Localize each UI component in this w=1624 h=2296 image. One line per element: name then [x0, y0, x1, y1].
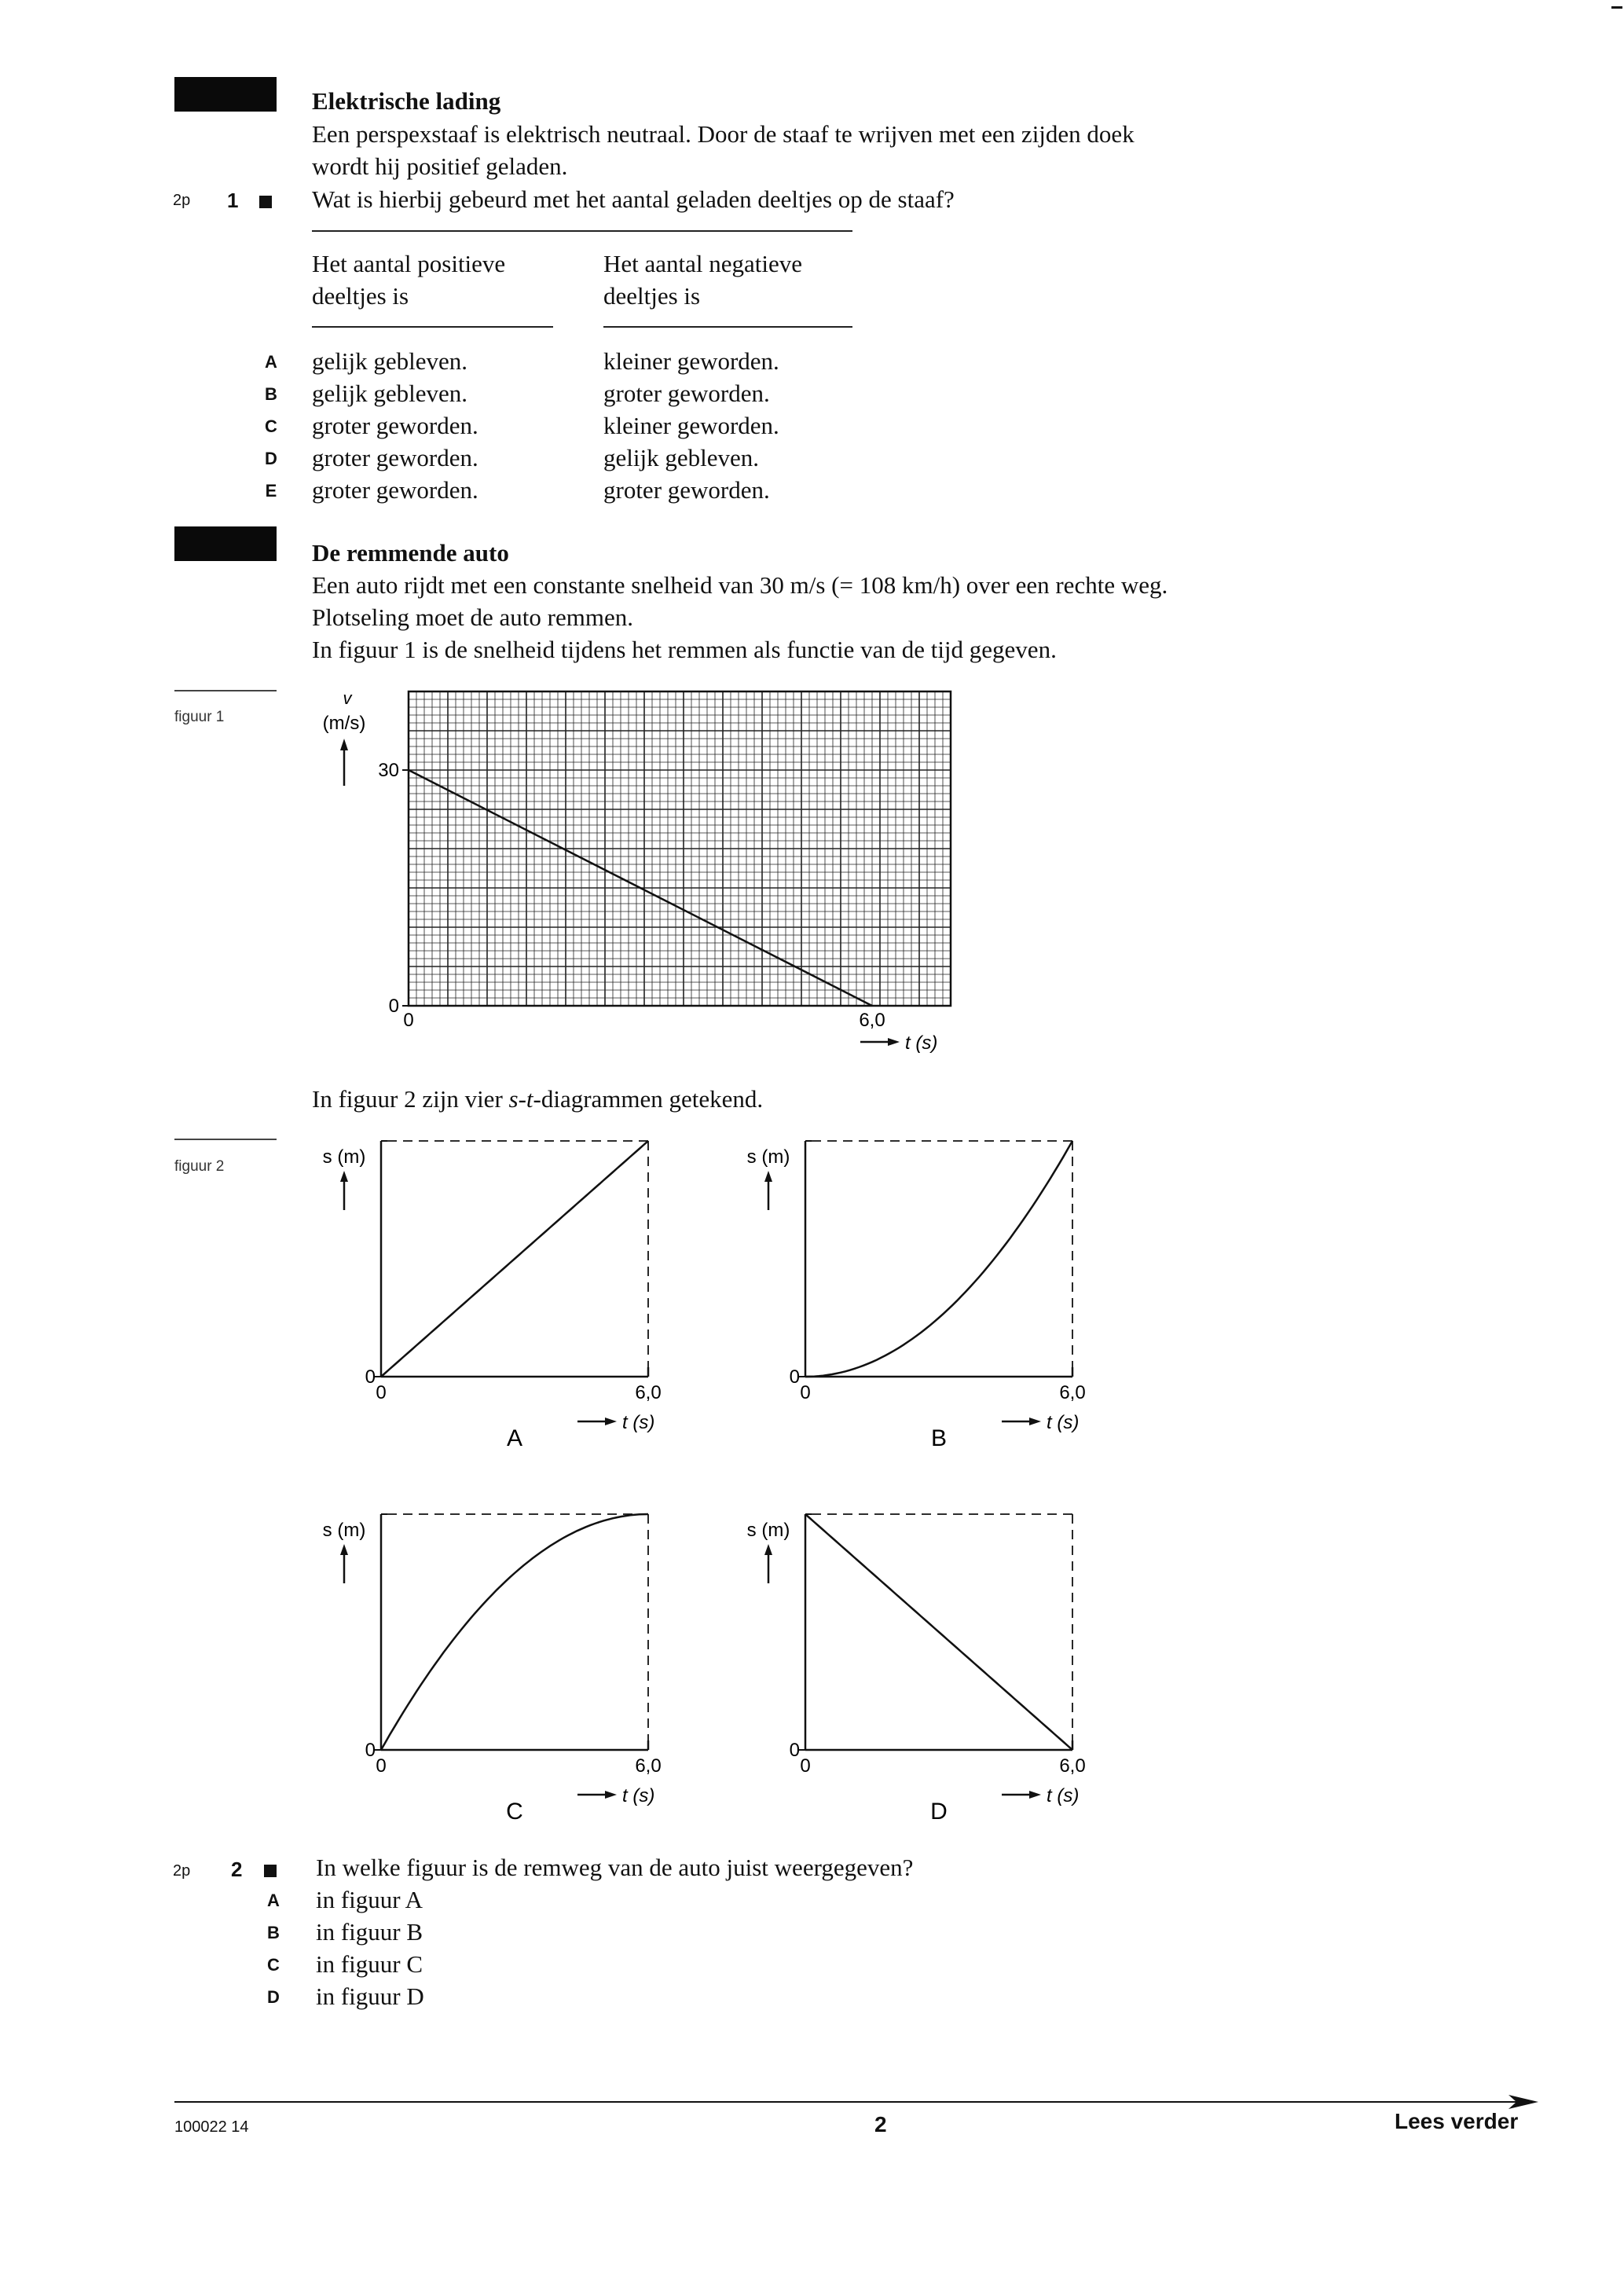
fig2-intro-pre: In figuur 2 zijn vier — [312, 1085, 509, 1113]
footer-arrowhead — [1509, 2093, 1540, 2111]
st-xtick-0: 0 — [800, 1382, 811, 1403]
st-x-arrowhead — [1029, 1791, 1041, 1799]
st-y-arrowhead — [340, 1171, 348, 1182]
st-x-arrowhead — [605, 1418, 617, 1425]
q1-option-letter: B — [265, 384, 277, 404]
q1-option-positive: gelijk gebleven. — [312, 380, 467, 407]
q1-number: 1 — [227, 189, 239, 212]
q1-intro-1: Een perspexstaaf is elektrisch neutraal. Door de staaf te wrijven met een zijden doek — [312, 120, 1135, 148]
st-diagram-a — [306, 1131, 684, 1454]
st-ytick-0: 0 — [789, 1366, 800, 1388]
st-xtick-6: 6,0 — [1059, 1382, 1086, 1403]
st-panel-letter: A — [506, 1425, 523, 1451]
fig2-intro-post: -diagrammen getekend. — [533, 1085, 764, 1113]
q1-option-letter: C — [265, 416, 277, 436]
q1-option-letter: A — [265, 352, 277, 372]
q1-option-letter: E — [265, 481, 277, 501]
st-y-arrowhead — [764, 1171, 772, 1182]
fig2-intro-italic: s-t — [508, 1085, 533, 1113]
q1-option-negative: groter geworden. — [603, 380, 770, 407]
st-diagram-d — [731, 1505, 1108, 1827]
st-xlabel: t (s) — [1047, 1412, 1080, 1433]
q2-number: 2 — [231, 1858, 243, 1881]
fig1-xlabel: t (s) — [905, 1032, 938, 1054]
st-xtick-6: 6,0 — [635, 1382, 662, 1403]
q1-option-positive: groter geworden. — [312, 476, 478, 504]
q1-option-negative: gelijk gebleven. — [603, 444, 759, 471]
q2-option-letter: A — [267, 1891, 280, 1910]
st-x-arrowhead — [605, 1791, 617, 1799]
q1-option-negative: kleiner geworden. — [603, 412, 779, 439]
q1-intro-2: wordt hij positief geladen. — [312, 152, 568, 180]
st-panel-letter: B — [930, 1425, 948, 1451]
st-ytick-0: 0 — [365, 1740, 376, 1761]
col2-header-1: Het aantal negatieve — [603, 250, 803, 277]
fig1-y-arrowhead — [340, 739, 348, 750]
st-xlabel: t (s) — [622, 1785, 655, 1806]
q2-option-letter: B — [267, 1923, 280, 1942]
st-panel-letter: D — [930, 1799, 948, 1825]
fig1-xtick-0: 0 — [403, 1010, 414, 1031]
st-y-arrowhead — [340, 1544, 348, 1555]
q2-option-text: in figuur D — [316, 1982, 424, 2010]
st-curve — [805, 1141, 1072, 1377]
st-ylabel: s (m) — [322, 1520, 366, 1541]
q1-option-letter: D — [265, 449, 277, 468]
fig1-label: figuur 1 — [174, 709, 225, 725]
st-xtick-0: 0 — [376, 1755, 387, 1777]
section-marker-1 — [174, 77, 277, 112]
col2-header-rule — [603, 326, 852, 328]
st-xlabel: t (s) — [622, 1412, 655, 1433]
footer-code: 100022 14 — [174, 2118, 249, 2136]
col1-header-1: Het aantal positieve — [312, 250, 506, 277]
st-curve — [805, 1514, 1072, 1750]
fig1-ytick-30: 30 — [378, 760, 399, 781]
st-y-arrowhead — [764, 1544, 772, 1555]
q2-intro-2: Plotseling moet de auto remmen. — [312, 603, 633, 631]
q2-square — [264, 1865, 277, 1881]
st-xtick-6: 6,0 — [635, 1755, 662, 1777]
st-ylabel: s (m) — [746, 1146, 790, 1168]
q2-option-text: in figuur B — [316, 1918, 423, 1946]
fig1-ytick-0: 0 — [388, 996, 399, 1017]
fig2-rule — [174, 1139, 277, 1140]
q2-option-letter: D — [267, 1987, 280, 2007]
fig1-ylabel-unit: (m/s) — [322, 713, 366, 734]
fig1-xtick-6: 6,0 — [859, 1010, 885, 1031]
st-xlabel: t (s) — [1047, 1785, 1080, 1806]
section-title-2: De remmende auto — [312, 539, 509, 567]
fig2-intro — [312, 1083, 763, 1115]
col1-header-2: deeltjes is — [312, 282, 409, 310]
st-panel-letter: C — [506, 1799, 523, 1825]
q1-option-positive: groter geworden. — [312, 412, 478, 439]
footer-page: 2 — [874, 2112, 887, 2136]
fig1-x-arrowhead — [888, 1038, 900, 1046]
figure-1-chart — [306, 676, 982, 1061]
fig1-grid — [409, 691, 951, 1006]
section-title-1: Elektrische lading — [312, 87, 501, 115]
fig2-label: figuur 2 — [174, 1158, 225, 1175]
q1-square — [259, 196, 272, 212]
st-diagram-b — [731, 1131, 1108, 1454]
col1-header-rule — [312, 326, 553, 328]
col2-header-2: deeltjes is — [603, 282, 701, 310]
corner-mark — [1611, 6, 1622, 9]
q1-points: 2p — [173, 192, 191, 209]
st-x-arrowhead — [1029, 1418, 1041, 1425]
st-xtick-0: 0 — [800, 1755, 811, 1777]
q2-intro-1: Een auto rijdt met een constante snelheid van 30 m/s (= 108 km/h) over een rechte weg. — [312, 571, 1168, 599]
q1-option-positive: groter geworden. — [312, 444, 478, 471]
st-ylabel: s (m) — [322, 1146, 366, 1168]
section-marker-2 — [174, 526, 277, 561]
q2-question: In welke figuur is de remweg van de auto juist weergegeven? — [316, 1854, 914, 1881]
st-xtick-6: 6,0 — [1059, 1755, 1086, 1777]
q2-option-letter: C — [267, 1955, 280, 1975]
footer-next: Lees verder — [1395, 2109, 1519, 2133]
q2-intro-3: In figuur 1 is de snelheid tijdens het remmen als functie van de tijd gegeven. — [312, 636, 1057, 663]
st-ytick-0: 0 — [789, 1740, 800, 1761]
fig1-ylabel-var: v — [343, 688, 352, 708]
q2-option-text: in figuur C — [316, 1950, 423, 1978]
st-ytick-0: 0 — [365, 1366, 376, 1388]
table-top-rule — [312, 230, 852, 232]
q1-option-negative: groter geworden. — [603, 476, 770, 504]
q2-option-text: in figuur A — [316, 1886, 423, 1913]
st-xtick-0: 0 — [376, 1382, 387, 1403]
q1-option-negative: kleiner geworden. — [603, 347, 779, 375]
fig1-rule — [174, 690, 277, 691]
st-diagram-c — [306, 1505, 684, 1827]
q2-points: 2p — [173, 1862, 191, 1880]
st-curve — [381, 1141, 648, 1377]
q1-question: Wat is hierbij gebeurd met het aantal geladen deeltjes op de staaf? — [312, 185, 955, 213]
st-ylabel: s (m) — [746, 1520, 790, 1541]
q1-option-positive: gelijk gebleven. — [312, 347, 467, 375]
st-curve — [381, 1514, 648, 1750]
footer-rule — [174, 2101, 1524, 2103]
